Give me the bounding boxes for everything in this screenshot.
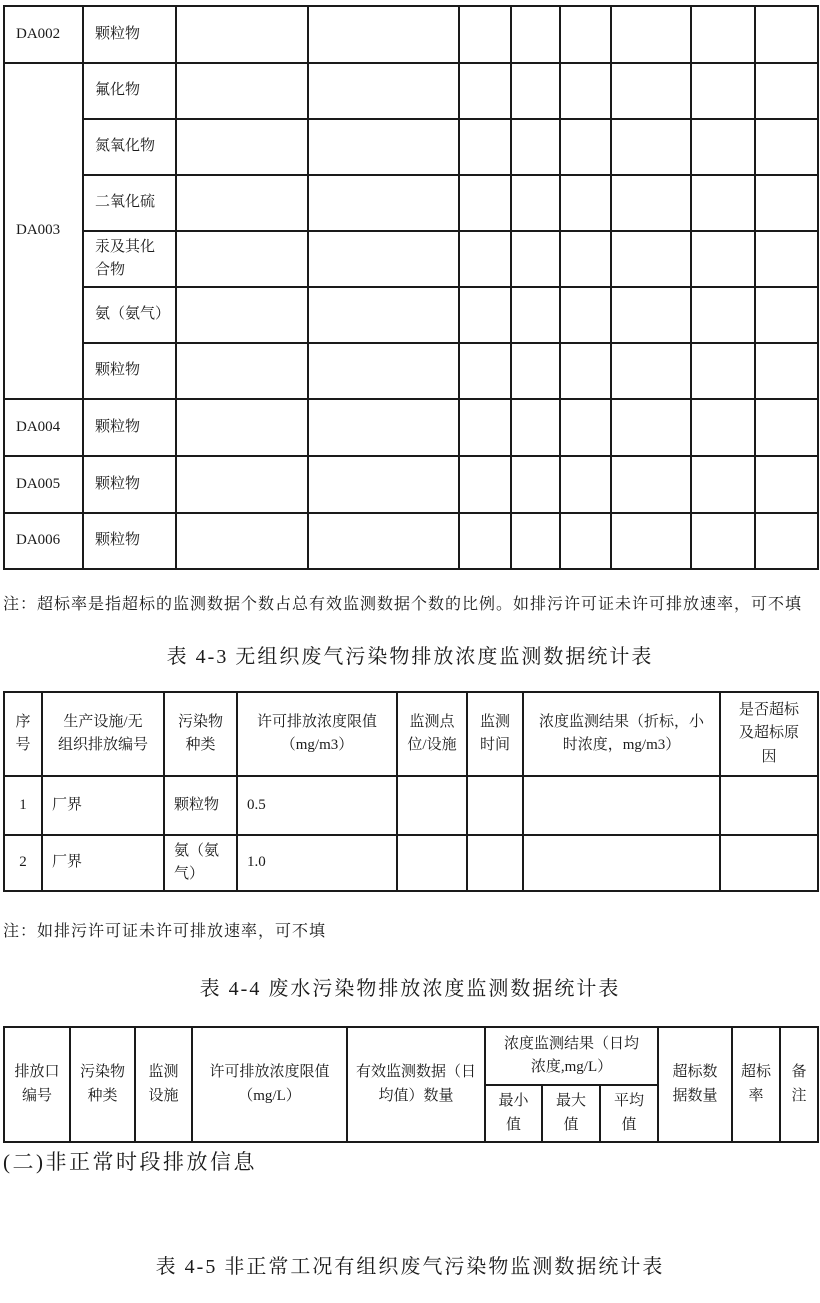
empty-data-cell — [467, 776, 523, 835]
empty-data-cell — [560, 513, 611, 569]
pollutant-cell: 颗粒物 — [83, 6, 176, 63]
empty-data-cell — [611, 231, 691, 287]
header-row — [4, 692, 818, 776]
empty-data-cell — [691, 343, 755, 399]
pollutant-cell: 氮氧化物 — [83, 119, 176, 175]
gas-emission-table-continued — [3, 5, 819, 570]
empty-data-cell — [691, 456, 755, 513]
col-header-min: 最小值 — [485, 1085, 542, 1142]
empty-data-cell — [459, 343, 511, 399]
empty-data-cell — [560, 456, 611, 513]
table-4-5-title: 表 4-5 非正常工况有组织废气污染物监测数据统计表 — [155, 1256, 665, 1278]
empty-data-cell — [560, 175, 611, 231]
empty-data-cell — [459, 63, 511, 119]
empty-data-cell — [511, 343, 560, 399]
empty-data-cell — [720, 835, 818, 891]
empty-data-cell — [611, 399, 691, 456]
empty-data-cell — [176, 343, 308, 399]
table-row — [4, 456, 818, 513]
empty-data-cell — [720, 776, 818, 835]
table-row — [4, 231, 818, 287]
empty-data-cell — [459, 287, 511, 343]
facility-cell: 厂界 — [42, 776, 164, 835]
empty-data-cell — [308, 513, 459, 569]
table-row — [4, 63, 818, 119]
pollutant-cell: 颗粒物 — [83, 399, 176, 456]
empty-data-cell — [611, 63, 691, 119]
empty-data-cell — [755, 63, 818, 119]
empty-data-cell — [459, 456, 511, 513]
col-header-exceed: 是否超标及超标原因 — [720, 692, 818, 776]
col-header-outlet: 排放口编号 — [4, 1027, 70, 1142]
header-row — [4, 1027, 818, 1085]
table-row — [4, 175, 818, 231]
pollutant-cell: 颗粒物 — [83, 513, 176, 569]
empty-data-cell — [560, 231, 611, 287]
outlet-code-cell: DA003 — [4, 63, 83, 399]
col-header-facility: 生产设施/无组织排放编号 — [42, 692, 164, 776]
empty-data-cell — [560, 63, 611, 119]
empty-data-cell — [560, 399, 611, 456]
empty-data-cell — [611, 513, 691, 569]
pollutant-cell: 氨（氨气） — [83, 287, 176, 343]
empty-data-cell — [459, 119, 511, 175]
wastewater-table — [3, 1026, 819, 1143]
empty-data-cell — [459, 175, 511, 231]
empty-data-cell — [397, 776, 467, 835]
empty-data-cell — [755, 6, 818, 63]
table-row — [4, 513, 818, 569]
empty-data-cell — [176, 399, 308, 456]
empty-data-cell — [755, 175, 818, 231]
table-row — [4, 776, 818, 835]
table-note-no-rate: 注：如排污许可证未许可排放速率，可不填 — [3, 923, 327, 940]
col-header-max: 最大值 — [542, 1085, 600, 1142]
empty-data-cell — [755, 287, 818, 343]
empty-data-cell — [511, 513, 560, 569]
empty-data-cell — [611, 456, 691, 513]
empty-data-cell — [560, 6, 611, 63]
empty-data-cell — [308, 287, 459, 343]
empty-data-cell — [176, 513, 308, 569]
facility-cell: 厂界 — [42, 835, 164, 891]
seq-cell: 2 — [4, 835, 42, 891]
empty-data-cell — [308, 399, 459, 456]
empty-data-cell — [755, 399, 818, 456]
table-row — [4, 119, 818, 175]
empty-data-cell — [611, 175, 691, 231]
col-header-result-group: 浓度监测结果（日均浓度,mg/L） — [485, 1027, 658, 1085]
empty-data-cell — [176, 63, 308, 119]
empty-data-cell — [459, 513, 511, 569]
empty-data-cell — [397, 835, 467, 891]
empty-data-cell — [560, 119, 611, 175]
pollutant-cell: 汞及其化合物 — [83, 231, 176, 287]
empty-data-cell — [467, 835, 523, 891]
empty-data-cell — [511, 456, 560, 513]
empty-data-cell — [459, 6, 511, 63]
empty-data-cell — [691, 513, 755, 569]
empty-data-cell — [308, 63, 459, 119]
col-header-monitor-point: 监测点位/设施 — [397, 692, 467, 776]
outlet-code-cell: DA002 — [4, 6, 83, 63]
empty-data-cell — [308, 119, 459, 175]
empty-data-cell — [523, 776, 720, 835]
col-header-result: 浓度监测结果（折标，小时浓度，mg/m3） — [523, 692, 720, 776]
empty-data-cell — [511, 119, 560, 175]
pollutant-cell: 二氧化硫 — [83, 175, 176, 231]
empty-data-cell — [611, 343, 691, 399]
empty-data-cell — [691, 6, 755, 63]
pollutant-cell: 氨（氨气） — [164, 835, 237, 891]
col-header-valid-count: 有效监测数据（日均值）数量 — [347, 1027, 485, 1142]
pollutant-cell: 颗粒物 — [83, 456, 176, 513]
limit-cell: 0.5 — [237, 776, 397, 835]
outlet-code-cell: DA005 — [4, 456, 83, 513]
section-heading-abnormal-period: (二)非正常时段排放信息 — [3, 1150, 257, 1174]
empty-data-cell — [308, 6, 459, 63]
col-header-seq: 序号 — [4, 692, 42, 776]
empty-data-cell — [459, 399, 511, 456]
table-row — [4, 343, 818, 399]
col-header-remark: 备注 — [780, 1027, 818, 1142]
empty-data-cell — [691, 175, 755, 231]
empty-data-cell — [511, 6, 560, 63]
empty-data-cell — [691, 63, 755, 119]
table-row — [4, 399, 818, 456]
col-header-exceed-rate: 超标率 — [732, 1027, 780, 1142]
empty-data-cell — [755, 119, 818, 175]
empty-data-cell — [611, 6, 691, 63]
col-header-monitor-time: 监测时间 — [467, 692, 523, 776]
table-4-3-title: 表 4-3 无组织废气污染物排放浓度监测数据统计表 — [166, 646, 654, 668]
empty-data-cell — [755, 343, 818, 399]
empty-data-cell — [511, 287, 560, 343]
pollutant-cell: 氟化物 — [83, 63, 176, 119]
col-header-facility: 监测设施 — [135, 1027, 192, 1142]
empty-data-cell — [755, 456, 818, 513]
empty-data-cell — [611, 119, 691, 175]
empty-data-cell — [511, 399, 560, 456]
col-header-pollutant: 污染物种类 — [70, 1027, 135, 1142]
col-header-limit: 许可排放浓度限值（mg/m3） — [237, 692, 397, 776]
empty-data-cell — [308, 343, 459, 399]
pollutant-cell: 颗粒物 — [164, 776, 237, 835]
table-row — [4, 6, 818, 63]
table-note-exceed-rate: 注：超标率是指超标的监测数据个数占总有效监测数据个数的比例。如排污许可证未许可排放速率，可不填 — [3, 596, 803, 613]
empty-data-cell — [308, 456, 459, 513]
empty-data-cell — [755, 513, 818, 569]
col-header-avg: 平均值 — [600, 1085, 658, 1142]
empty-data-cell — [511, 63, 560, 119]
outlet-code-cell: DA006 — [4, 513, 83, 569]
empty-data-cell — [560, 287, 611, 343]
empty-data-cell — [176, 119, 308, 175]
empty-data-cell — [176, 175, 308, 231]
empty-data-cell — [691, 287, 755, 343]
empty-data-cell — [511, 175, 560, 231]
empty-data-cell — [176, 287, 308, 343]
table-row — [4, 835, 818, 891]
empty-data-cell — [755, 231, 818, 287]
empty-data-cell — [523, 835, 720, 891]
seq-cell: 1 — [4, 776, 42, 835]
col-header-exceed-count: 超标数据数量 — [658, 1027, 732, 1142]
empty-data-cell — [308, 175, 459, 231]
empty-data-cell — [176, 6, 308, 63]
empty-data-cell — [176, 456, 308, 513]
limit-cell: 1.0 — [237, 835, 397, 891]
outlet-code-cell: DA004 — [4, 399, 83, 456]
col-header-limit: 许可排放浓度限值（mg/L） — [192, 1027, 347, 1142]
empty-data-cell — [560, 343, 611, 399]
empty-data-cell — [611, 287, 691, 343]
empty-data-cell — [511, 231, 560, 287]
empty-data-cell — [308, 231, 459, 287]
empty-data-cell — [459, 231, 511, 287]
pollutant-cell: 颗粒物 — [83, 343, 176, 399]
empty-data-cell — [691, 231, 755, 287]
fugitive-gas-table — [3, 691, 819, 892]
empty-data-cell — [691, 399, 755, 456]
empty-data-cell — [691, 119, 755, 175]
table-row — [4, 287, 818, 343]
empty-data-cell — [176, 231, 308, 287]
col-header-pollutant: 污染物种类 — [164, 692, 237, 776]
table-4-4-title: 表 4-4 废水污染物排放浓度监测数据统计表 — [199, 978, 621, 1000]
